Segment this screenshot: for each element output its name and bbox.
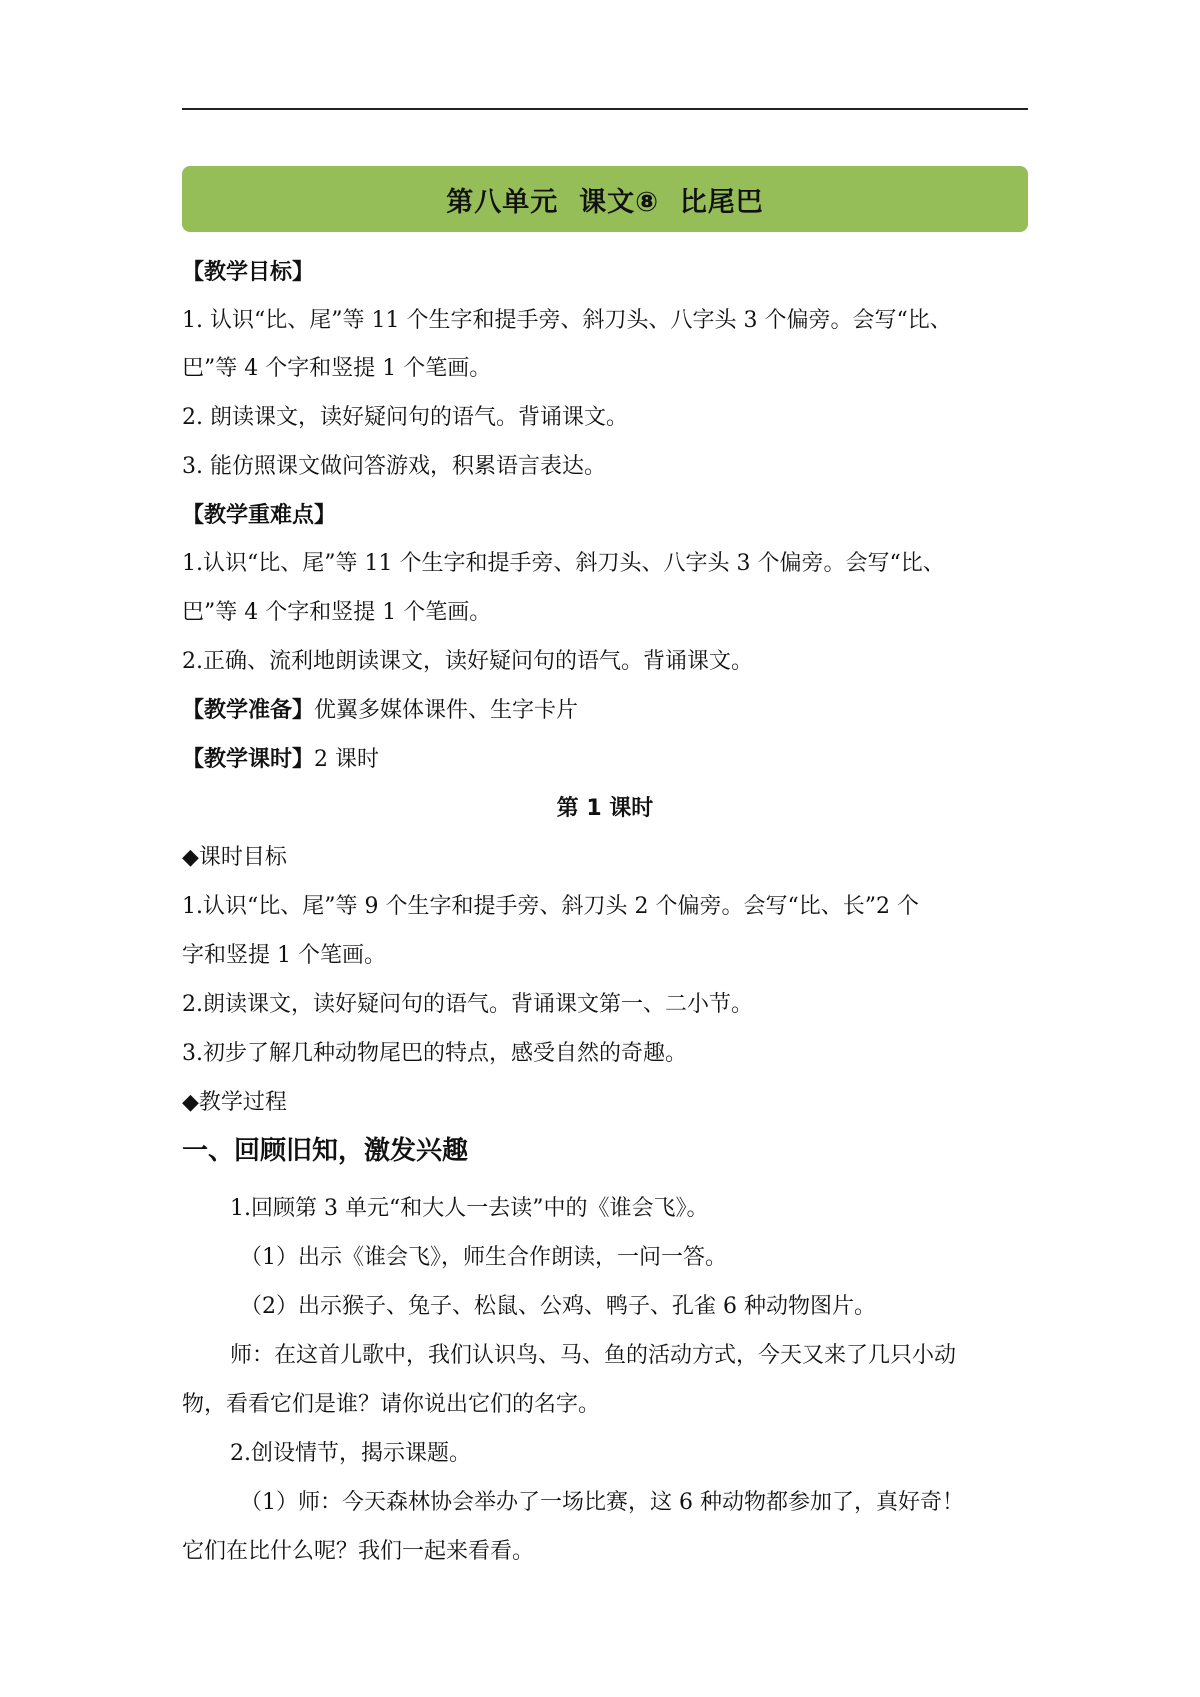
lesson-goal-line: 字和竖提 1 个笔画。: [182, 943, 386, 968]
objective-line: 1. 认识“比、尾”等 11 个生字和提手旁、斜刀头、八字头 3 个偏旁。会写“比、: [182, 308, 952, 333]
periods-value: 2 课时: [314, 747, 380, 772]
preparation-row: [182, 696, 1028, 726]
lesson-goals-heading: ◆课时目标: [182, 845, 287, 870]
body-line: （1）出示《谁会飞》，师生合作朗读，一问一答。: [240, 1245, 727, 1270]
key-point-line: 2.正确、流利地朗读课文，读好疑问句的语气。背诵课文。: [182, 649, 753, 674]
body-line: （2）出示猴子、兔子、松鼠、公鸡、鸭子、孔雀 6 种动物图片。: [240, 1294, 876, 1319]
preparation-label: 【教学准备】: [182, 698, 315, 723]
body-line: 师：在这首儿歌中，我们认识鸟、马、鱼的活动方式，今天又来了几只小动: [230, 1343, 957, 1368]
body-line: （1）师：今天森林协会举办了一场比赛，这 6 种动物都参加了，真好奇！: [240, 1490, 964, 1515]
objective-line: 2. 朗读课文，读好疑问句的语气。背诵课文。: [182, 405, 628, 430]
periods-label: 【教学课时】: [182, 747, 315, 772]
periods-row: [182, 745, 1028, 775]
objectives-heading: 【教学目标】: [182, 260, 315, 285]
body-line: 物，看看它们是谁？请你说出它们的名字。: [182, 1392, 601, 1417]
lesson-goal-line: 2.朗读课文，读好疑问句的语气。背诵课文第一、二小节。: [182, 992, 753, 1017]
lesson-goal-line: 3.初步了解几种动物尾巴的特点，感受自然的奇趣。: [182, 1041, 687, 1066]
body-line: 1.回顾第 3 单元“和大人一去读”中的《谁会飞》。: [230, 1196, 709, 1221]
body-line: 它们在比什么呢？我们一起来看看。: [182, 1539, 535, 1564]
body-line: 2.创设情节，揭示课题。: [230, 1441, 471, 1466]
objective-line: 3. 能仿照课文做问答游戏，积累语言表达。: [182, 454, 606, 479]
objective-line: 巴”等 4 个字和竖提 1 个笔画。: [182, 356, 492, 381]
key-point-line: 巴”等 4 个字和竖提 1 个笔画。: [182, 600, 492, 625]
key-point-line: 1.认识“比、尾”等 11 个生字和提手旁、斜刀头、八字头 3 个偏旁。会写“比、: [182, 551, 945, 576]
title-banner: [182, 166, 1028, 232]
lesson-goal-line: 1.认识“比、尾”等 9 个生字和提手旁、斜刀头 2 个偏旁。会写“比、长”2 个: [182, 894, 919, 919]
key-points-heading: 【教学重难点】: [182, 503, 337, 528]
preparation-value: 优翼多媒体课件、生字卡片: [314, 698, 579, 723]
header-rule: [182, 108, 1028, 110]
lesson-heading: 第 1 课时: [556, 796, 654, 821]
page-title: 第八单元 课文⑧ 比尾巴: [446, 186, 764, 218]
section-title: 一、回顾旧知，激发兴趣: [182, 1136, 469, 1166]
process-heading: ◆教学过程: [182, 1090, 287, 1115]
